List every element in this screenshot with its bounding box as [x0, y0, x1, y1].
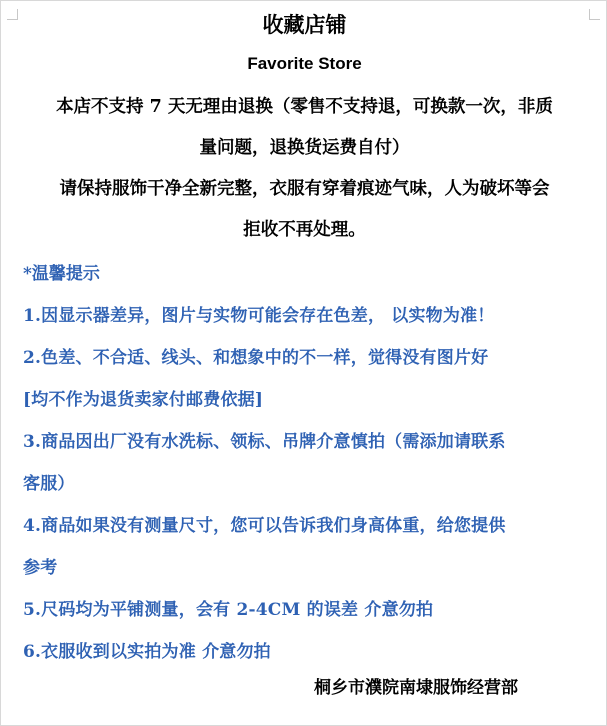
tip-line: 客服）: [23, 474, 75, 494]
tip-line: 2.色差、不合适、线头、和想象中的不一样，觉得没有图片好: [23, 348, 489, 368]
tip-line: 5.尺码均为平铺测量，会有 2-4CM 的误差 介意勿拍: [23, 600, 434, 620]
policy-line: 本店不支持 7 天无理由退换（零售不支持退，可换款一次，非质: [56, 97, 553, 117]
page-title: 收藏店铺: [262, 13, 347, 37]
page-subtitle: Favorite Store: [247, 54, 362, 73]
tips-section: [23, 253, 593, 673]
tip-line: 6.衣服收到以实拍为准 介意勿拍: [23, 642, 271, 662]
return-policy: [19, 87, 590, 251]
store-name-footer: 桐乡市濮院南埭服饰经营部: [314, 678, 518, 698]
policy-line: 请保持服饰干净全新完整，衣服有穿着痕迹气味，人为破坏等会: [59, 179, 550, 199]
policy-line: 量问题，退换货运费自付）: [199, 138, 410, 158]
tip-line: 3.商品因出厂没有水洗标、领标、吊牌介意慎拍（需添加请联系: [23, 432, 506, 452]
tip-line: 参考: [23, 558, 58, 578]
policy-line: 拒收不再处理。: [243, 220, 366, 240]
tip-line: [均不作为退货卖家付邮费依据]: [23, 390, 264, 410]
tips-header: *温馨提示: [23, 264, 100, 284]
tip-line: 4.商品如果没有测量尺寸，您可以告诉我们身高体重，给您提供: [23, 516, 506, 536]
tip-line: 1.因显示器差异，图片与实物可能会存在色差， 以实物为准！: [23, 306, 495, 326]
